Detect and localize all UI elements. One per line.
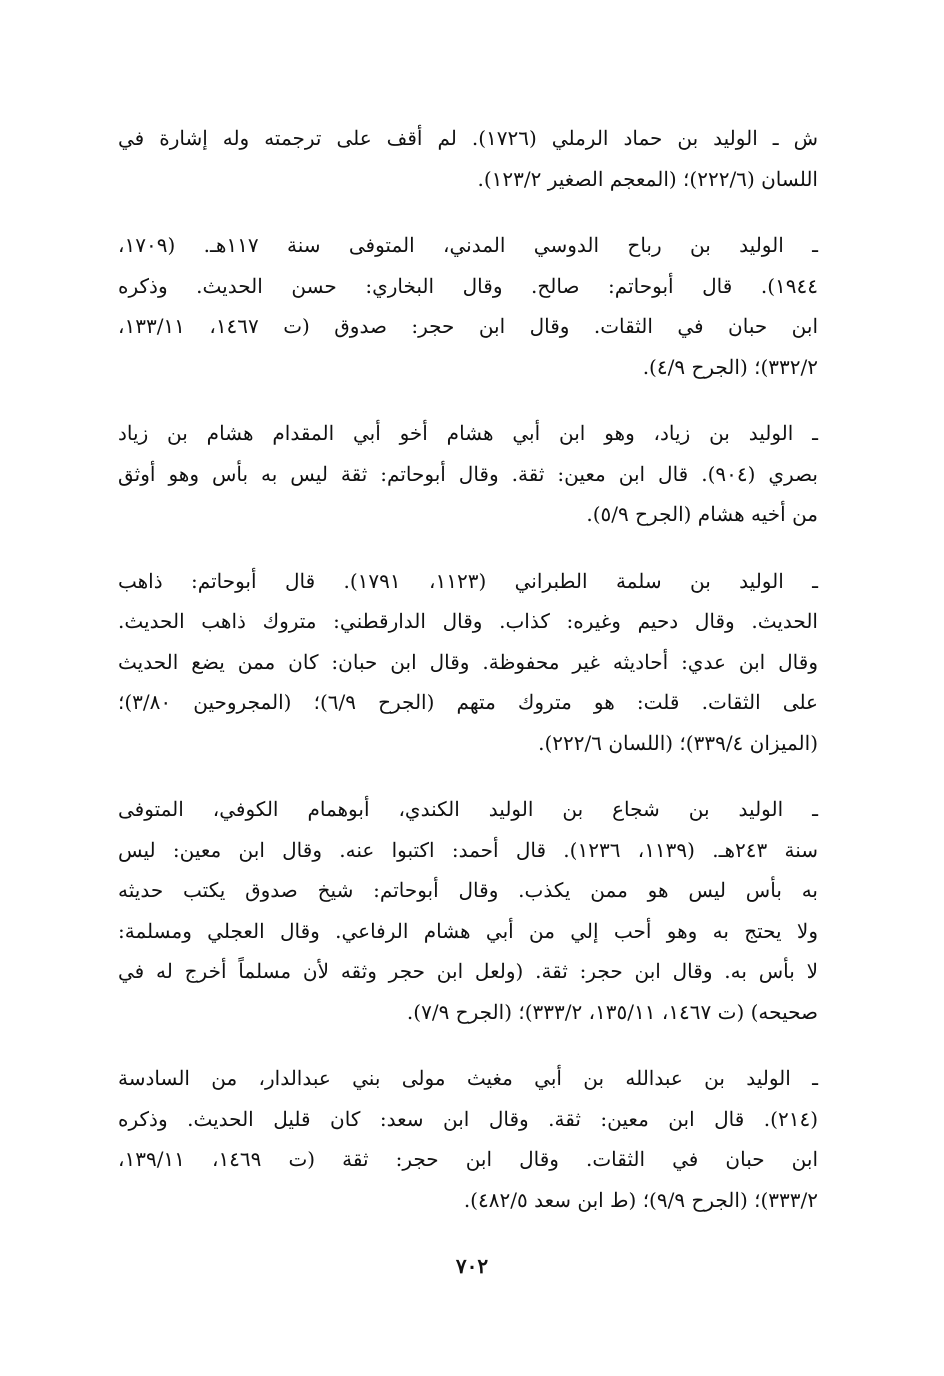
- text-line: ـ الوليد بن زياد، وهو ابن أبي هشام أخو أبي المقدام هشام بن زياد: [118, 421, 818, 445]
- page-number: ٧٠٢: [455, 1254, 489, 1278]
- text-line: به بأس ليس هو ممن يكذب. وقال أبوحاتم: شيخ صدوق يكتب حديثه: [118, 878, 819, 902]
- text-line: ش ـ الوليد بن حماد الرملي (١٧٢٦). لم أقف على ترجمته وله إشارة في: [118, 126, 818, 150]
- entry-walid-ibn-abdallah: [118, 1058, 818, 1220]
- entry-walid-ibn-ziyad: [118, 413, 818, 535]
- text-line: ـ الوليد بن شجاع بن الوليد الكندي، أبوهمام الكوفي، المتوفى: [118, 797, 818, 821]
- text-line: ٣٣٢/٢)؛ (الجرح ٤/٩).: [642, 354, 818, 379]
- text-line: ـ الوليد بن سلمة الطبراني (١١٢٣، ١٧٩١). قال أبوحاتم: ذاهب: [118, 568, 819, 593]
- entry-walid-ibn-rabah: [118, 225, 818, 387]
- text-line: ابن حبان في الثقات. وقال ابن حجر: ثقة (ت ١٤٦٩، ١٣٩/١١،: [118, 1147, 818, 1171]
- text-line: الحديث. وقال دحيم وغيره: كذاب. وقال الدارقطني: متروك ذاهب الحديث.: [118, 609, 818, 633]
- text-line: ابن حبان في الثقات. وقال ابن حجر: صدوق (ت ١٤٦٧، ١٣٣/١١،: [118, 314, 818, 338]
- entry-walid-ibn-hammad: [118, 118, 818, 199]
- text-line: ٣٣٣/٢)؛ (الجرح ٩/٩)؛ (ط ابن سعد ٤٨٢/٥).: [463, 1187, 818, 1212]
- text-line: ـ الوليد بن عبدالله بن أبي مغيث مولى بني عبدالدار، من السادسة: [118, 1066, 818, 1090]
- text-line: وقال ابن عدي: أحاديثه غير محفوظة. وقال ابن حبان: كان ممن يضع الحديث: [118, 649, 818, 674]
- text-line: (الميزان ٣٣٩/٤)؛ (اللسان ٢٢٢/٦).: [538, 730, 818, 755]
- text-line: صحيحه) (ت ١٤٦٧، ١٣٥/١١، ٣٣٣/٢)؛ (الجرح ٧/٩).: [406, 999, 818, 1024]
- entry-walid-ibn-shuja: [118, 789, 818, 1032]
- text-line: على الثقات. قلت: هو متروك متهم (الجرح ٦/٩)؛ (المجروحين ٣/٨٠)؛: [118, 690, 818, 714]
- text-line: (٢١٤). قال ابن معين: ثقة. وقال ابن سعد: كان قليل الحديث. وذكره: [118, 1106, 819, 1131]
- page-body: [118, 118, 818, 1246]
- text-line: لا بأس به. وقال ابن حجر: ثقة. (ولعل ابن حجر وثقه لأن مسلماً أخرج له في: [118, 959, 818, 983]
- text-line: ١٩٤٤). قال أبوحاتم: صالح. وقال البخاري: حسن الحديث. وذكره: [118, 273, 818, 298]
- text-line: من أخيه هشام (الجرح ٥/٩).: [586, 502, 818, 526]
- entry-walid-ibn-salama: [118, 561, 818, 764]
- text-line: ـ الوليد بن رباح الدوسي المدني، المتوفى سنة ١١٧هـ. (١٧٠٩،: [118, 233, 818, 257]
- text-line: ولا يحتج به وهو أحب إلي من أبي هشام الرفاعي. وقال العجلي ومسلمة:: [118, 918, 818, 943]
- text-line: بصري (٩٠٤). قال ابن معين: ثقة. وقال أبوحاتم: ثقة ليس به بأس وهو أوثق: [118, 461, 818, 486]
- text-line: سنة ٢٤٣هـ. (١١٣٩، ١٢٣٦). قال أحمد: اكتبوا عنه. وقال ابن معين: ليس: [118, 837, 819, 862]
- text-line: اللسان (٢٢٢/٦)؛ (المعجم الصغير ١٢٣/٢).: [477, 166, 818, 191]
